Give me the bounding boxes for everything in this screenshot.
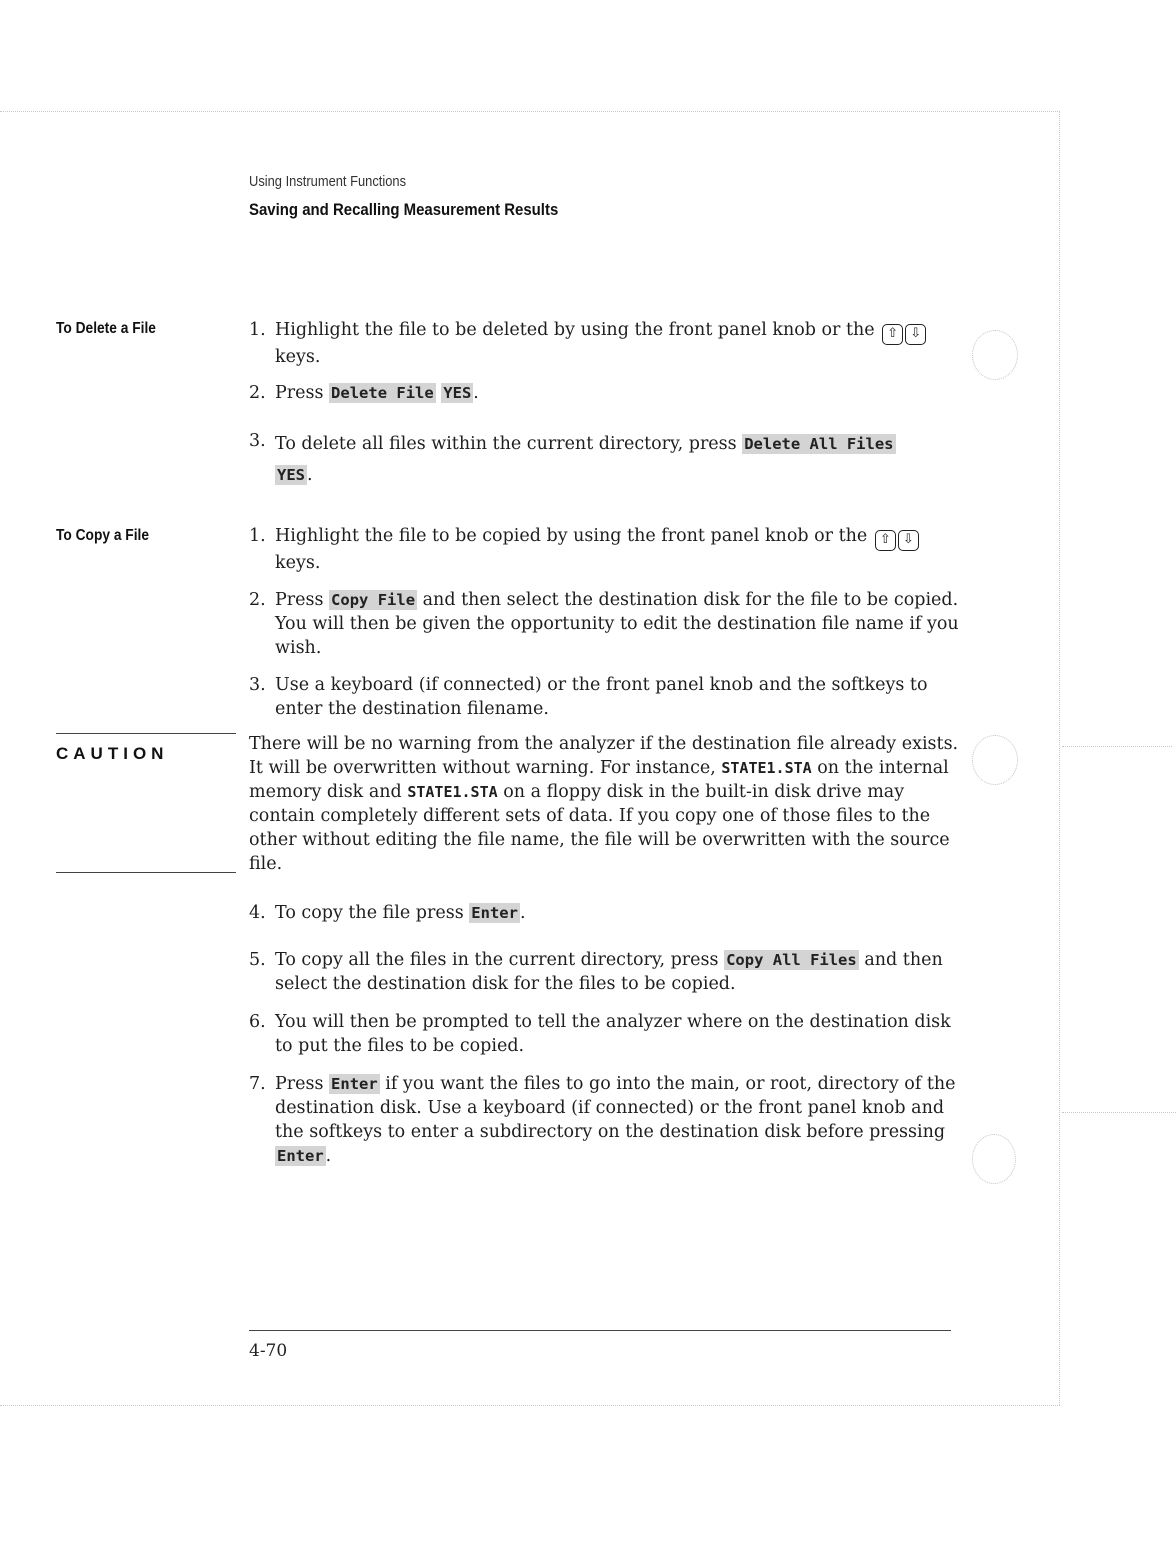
step-text: keys. — [275, 347, 321, 367]
step-text: and then select the destination disk for the files to be copied. — [275, 950, 943, 994]
caution-text-part: on the internal memory disk and — [249, 758, 949, 802]
step-text: . — [325, 1146, 332, 1166]
step-number: 5. — [249, 950, 266, 970]
delete-step-1 — [249, 318, 961, 369]
up-arrow-key-icon: ⇧ — [882, 324, 903, 345]
copy-step-5 — [249, 948, 961, 996]
enter-softkey: Enter — [277, 1147, 324, 1165]
scan-border-right — [1059, 111, 1060, 1405]
binder-hole — [972, 1134, 1016, 1184]
filename: STATE1.STA — [407, 783, 498, 801]
page-number: 4-70 — [249, 1341, 288, 1361]
step-text: and then select the destination disk for the file to be copied. You will then be given the opportunity to edit the destination file name if you wish. — [275, 590, 959, 658]
step-text: Press — [275, 383, 324, 403]
copy-file-softkey: Copy File — [331, 591, 416, 609]
copy-step-4 — [249, 901, 961, 925]
scan-border-bottom — [0, 1405, 1060, 1406]
header-section: Using Instrument Functions — [249, 173, 407, 190]
step-number: 3. — [249, 431, 266, 451]
binder-hole — [972, 735, 1018, 785]
step-text: if you want the files to go into the main, or root, directory of the destination disk. Use a keyboard (if connected) or the front panel knob and the softkeys to enter a subdirectory on the destination disk before pressing — [275, 1074, 956, 1142]
delete-step-2 — [249, 381, 961, 405]
copy-step-3 — [249, 673, 961, 721]
step-number: 1. — [249, 526, 266, 546]
step-text: Highlight the file to be copied by using the front panel knob or the — [275, 526, 868, 546]
caution-label: CAUTION — [56, 744, 169, 763]
enter-softkey: Enter — [471, 904, 518, 922]
delete-all-files-softkey: Delete All Files — [744, 435, 894, 453]
delete-file-softkey: Delete File — [331, 384, 434, 402]
step-text: You will then be prompted to tell the analyzer where on the destination disk to put the files to be copied. — [275, 1012, 951, 1056]
step-text: Press — [275, 1074, 324, 1094]
footer-rule — [249, 1330, 951, 1331]
step-text: Highlight the file to be deleted by using the front panel knob or the — [275, 320, 875, 340]
delete-step-3 — [249, 429, 961, 491]
step-text: . — [307, 465, 313, 485]
step-number: 2. — [249, 383, 266, 403]
step-number: 3. — [249, 675, 266, 695]
caution-top-rule — [56, 733, 236, 734]
scan-mark — [1062, 746, 1172, 747]
step-text: To copy the file press — [275, 903, 464, 923]
copy-step-7 — [249, 1072, 961, 1168]
caution-text-part: There will be no warning from the analyzer if the destination file already exists. It will be overwritten without warning. For instance, — [249, 734, 959, 778]
caution-text — [249, 732, 961, 876]
step-text: . — [473, 383, 479, 403]
caution-text-part: on a floppy disk in the built-in disk drive may contain completely different sets of data. If you copy one of those files to the other without editing the file name, the file will be overwritten with the source file. — [249, 782, 950, 874]
copy-file-heading: To Copy a File — [56, 527, 150, 544]
step-number: 6. — [249, 1012, 266, 1032]
down-arrow-key-icon: ⇩ — [898, 530, 919, 551]
yes-softkey: YES — [443, 384, 472, 402]
filename: STATE1.STA — [721, 759, 812, 777]
yes-softkey: YES — [277, 466, 305, 484]
copy-step-1 — [249, 524, 961, 575]
step-text: Press — [275, 590, 324, 610]
copy-step-2 — [249, 588, 961, 660]
scan-mark — [1062, 1112, 1176, 1113]
copy-all-files-softkey: Copy All Files — [726, 951, 857, 969]
step-text: . — [519, 903, 526, 923]
step-text: keys. — [275, 553, 321, 573]
step-number: 2. — [249, 590, 266, 610]
copy-step-6 — [249, 1010, 961, 1058]
step-text: To delete all files within the current directory, press — [275, 434, 737, 454]
up-arrow-key-icon: ⇧ — [875, 530, 896, 551]
delete-file-heading: To Delete a File — [56, 320, 156, 337]
header-title: Saving and Recalling Measurement Results — [249, 200, 559, 219]
step-number: 1. — [249, 320, 266, 340]
step-text: Use a keyboard (if connected) or the front panel knob and the softkeys to enter the destination filename. — [275, 675, 928, 719]
scan-border-top — [0, 111, 1060, 112]
enter-softkey: Enter — [331, 1075, 378, 1093]
step-text: To copy all the files in the current directory, press — [275, 950, 719, 970]
binder-hole — [972, 330, 1018, 380]
step-number: 7. — [249, 1074, 266, 1094]
down-arrow-key-icon: ⇩ — [905, 324, 926, 345]
step-number: 4. — [249, 903, 266, 923]
caution-bottom-rule — [56, 872, 236, 873]
